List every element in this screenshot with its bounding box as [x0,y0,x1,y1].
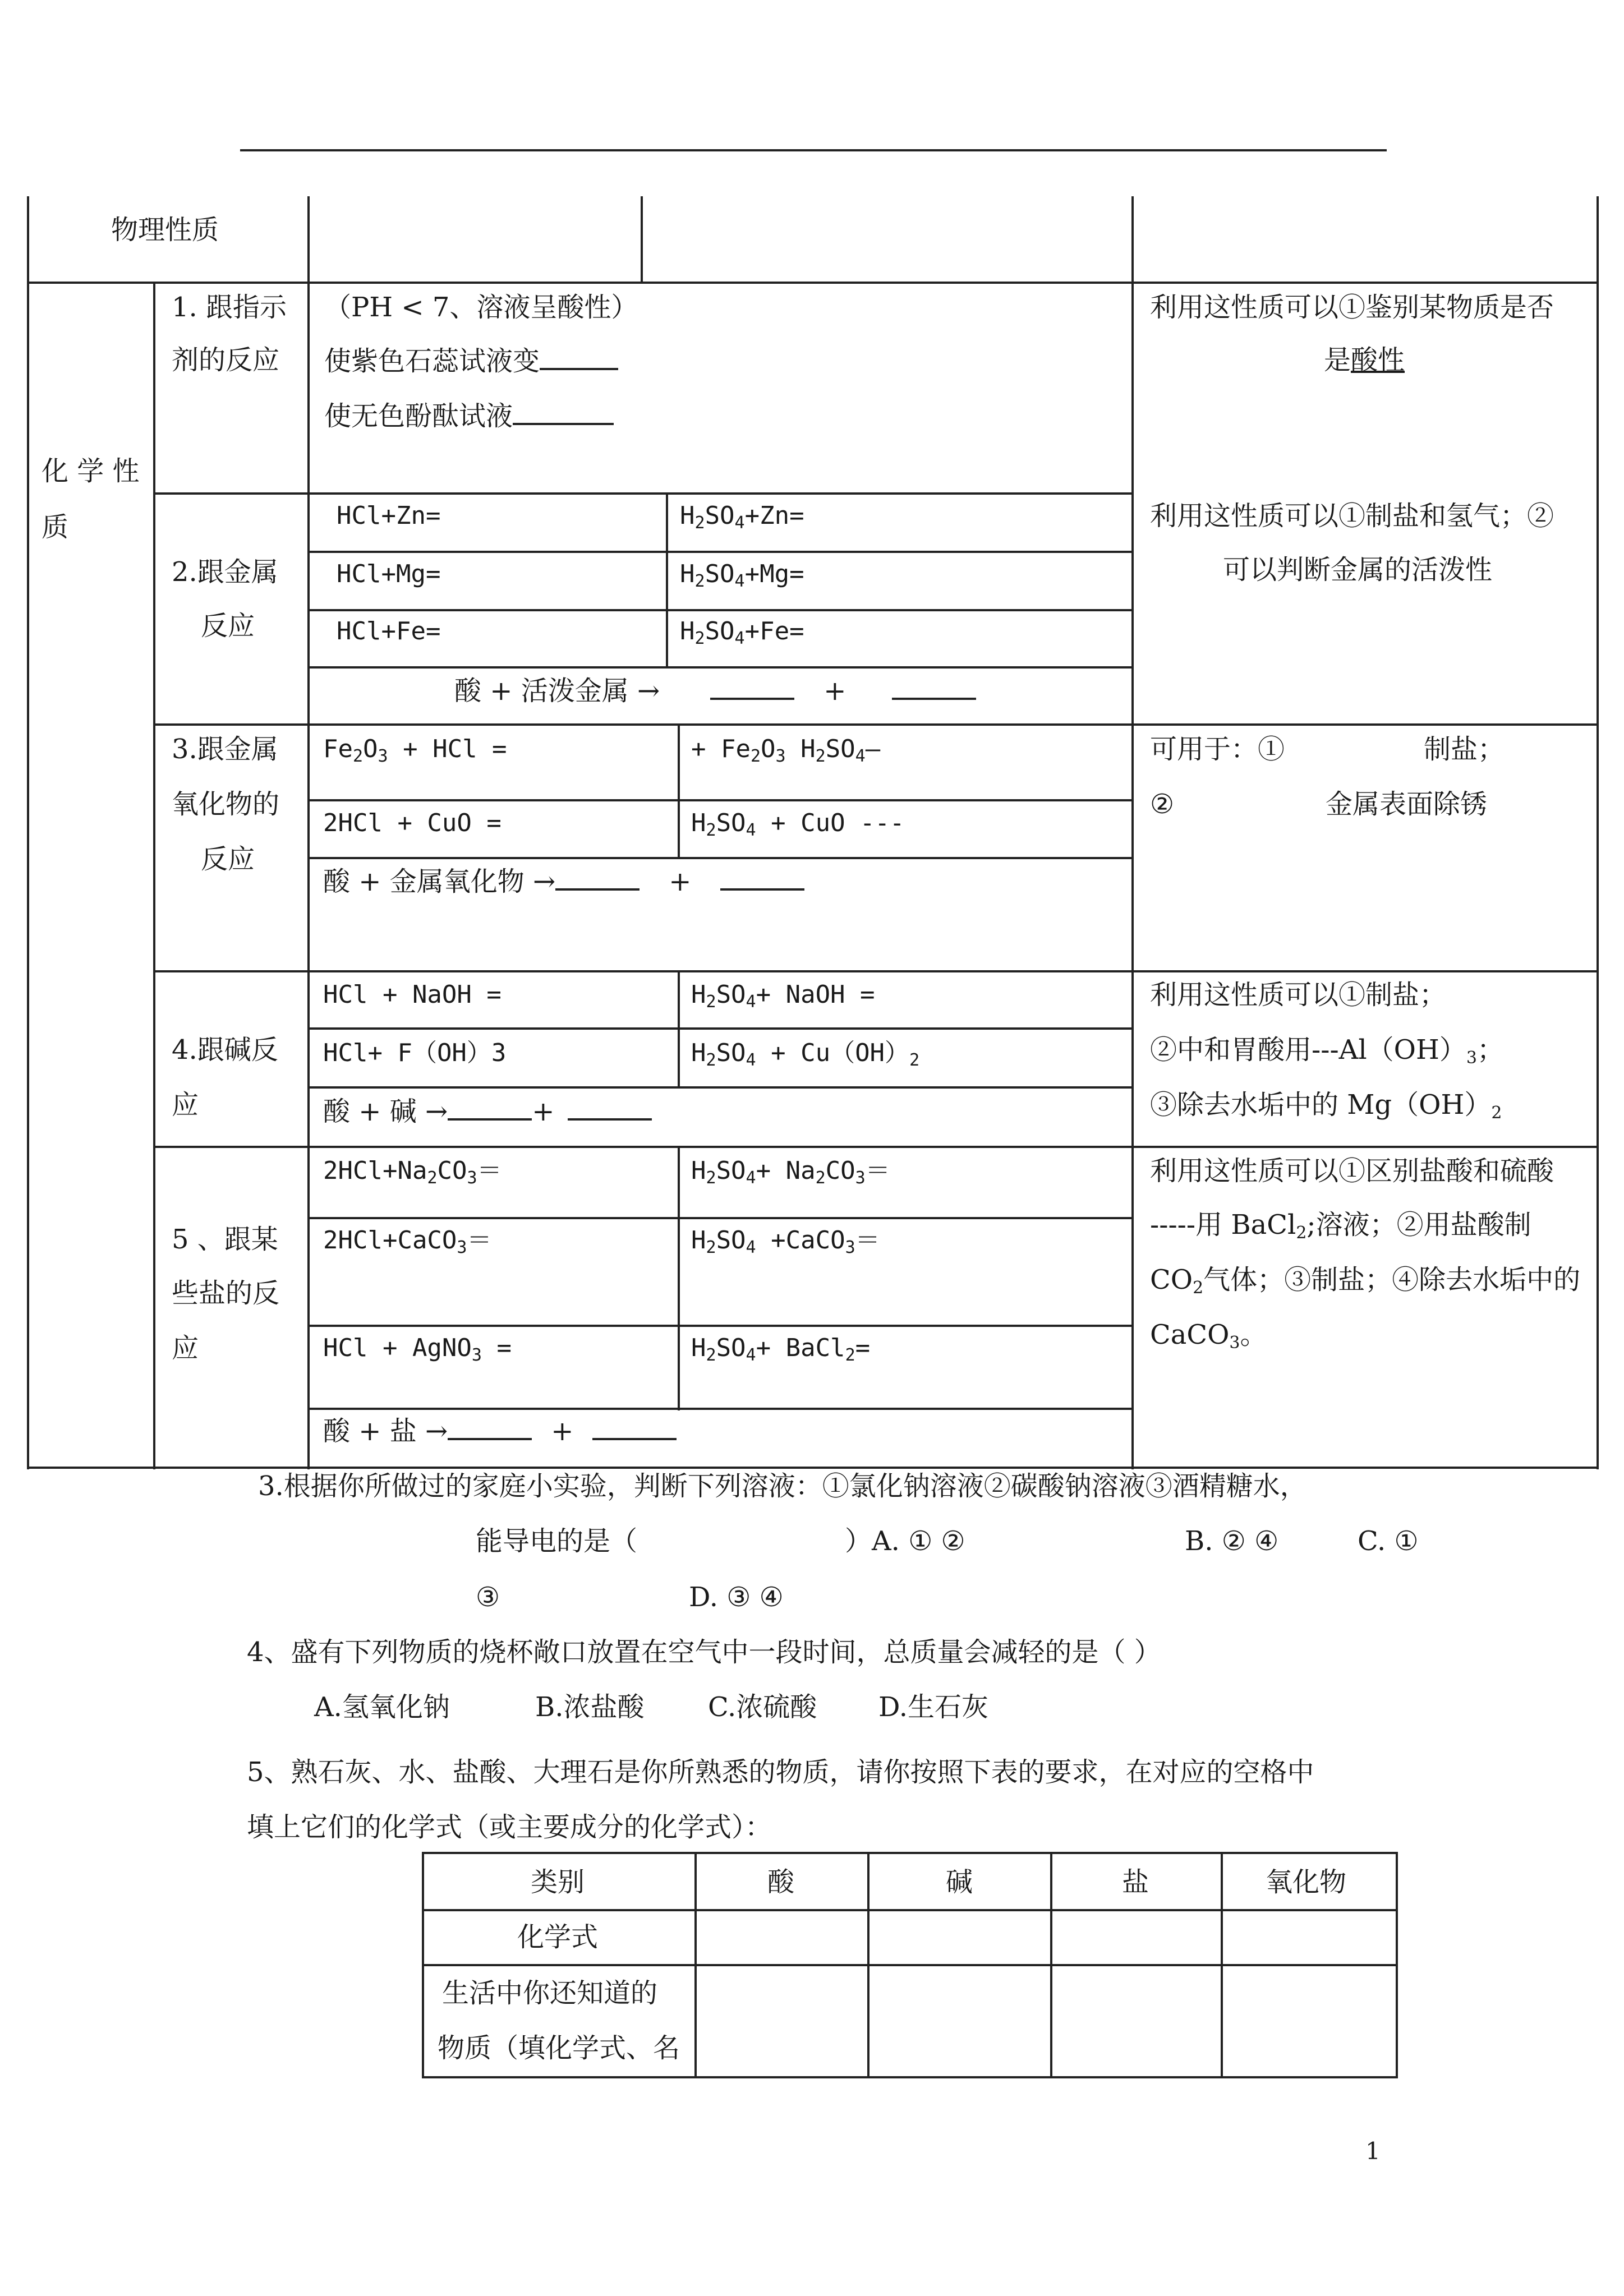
hcl-cuo: 2HCl + CuO = [323,809,502,837]
h2so4-mg: $H_2SO_4+Mg=$ [680,560,804,591]
hcl-caco3: 2HCl+CaCO$_3$＝ [323,1226,492,1257]
row5-note-4: CaCO$_3$。 [1150,1319,1267,1353]
row4-label: 4.跟碱反 [172,1034,278,1066]
row1-label-2: 剂的反应 [172,344,280,376]
question-3-option-c: C. ① [1358,1525,1419,1557]
row3-label-3: 反应 [201,843,255,875]
question-4-option-a: A.氢氧化钠 [314,1691,450,1723]
question-4-option-b: B.浓盐酸 [535,1691,645,1723]
answer-blank[interactable] [448,1094,532,1121]
row1-line1: （PH < 7、溶液呈酸性） [324,292,638,323]
hcl-naoh: HCl + NaOH = [323,980,502,1009]
question-3-line3: ③ [476,1582,500,1613]
h2so4-zn: $H_2SO_4+Zn=$ [680,501,804,533]
chemical-properties-label: 化 学 性 [42,455,140,487]
answer-blank[interactable] [592,1413,677,1440]
row2-label: 2.跟金属 [172,556,278,588]
h2so4-fe: $H_2SO_4+Fe=$ [680,617,804,648]
row4-note-2: ②中和胃酸用$---Al(OH)_3$； [1150,1034,1504,1068]
row3-label-2: 氧化物的 [172,789,280,820]
h2so4-cuo: $H_2SO_4$ + CuO --- [691,809,905,840]
h2so4-na2co3: $H_2SO_4+ Na_2CO_3=$ [691,1156,890,1188]
hcl-foh3: HCl+ F（OH）3 [323,1039,507,1067]
row4-note-3: ③除去水垢中的 $Mg(OH)_2$ [1150,1089,1502,1123]
h2so4-naoh: $H_2SO_4+$ NaOH = [691,980,875,1012]
row1-note: 利用这性质可以①鉴别某物质是否 [1150,292,1554,323]
row1-line2: 使紫色石蕊试液变 [324,343,618,378]
row2-general: 酸 + 活泼金属 → + [454,673,976,708]
answer-blank[interactable] [892,673,976,700]
question-5-line2: 填上它们的化学式（或主要成分的化学式）： [247,1811,772,1843]
answer-blank[interactable] [555,864,640,891]
question-3: 3.根据你所做过的家庭小实验，判断下列溶液：①氯化钠溶液②碳酸钠溶液③酒精糖水， [258,1470,1307,1502]
header-acid: 酸 [767,1866,795,1898]
hcl-na2co3: $2HCl+Na_2CO_3=$ [323,1156,502,1188]
row5-label: 5 、跟某 [172,1224,278,1255]
row3-note-2: ② 金属表面除锈 [1150,789,1488,820]
row4-general: 酸 + 碱 → + [323,1094,652,1128]
row5-note-2: -----用 BaCl$_2$;溶液；②用盐酸制 [1150,1209,1531,1243]
row1-label: 1. 跟指示 [172,292,287,323]
row3-label: 3.跟金属 [172,734,278,765]
hcl-mg: HCl+Mg= [337,560,441,588]
answer-blank[interactable] [448,1413,532,1440]
row2-label-2: 反应 [201,610,255,642]
answer-blank[interactable] [513,398,614,425]
row5-note: 利用这性质可以①区别盐酸和硫酸 [1150,1155,1554,1187]
header-category: 类别 [531,1866,585,1898]
row4-label-2: 应 [172,1089,199,1121]
fe2o3-hcl: $Fe_2O_3$ + HCl = [323,735,507,766]
answer-blank[interactable] [710,673,794,700]
header-oxide: 氧化物 [1266,1866,1347,1898]
row2-note: 利用这性质可以①制盐和氢气；② [1150,500,1554,532]
row-daily-label-2: 物质（填化学式、名 [438,2032,680,2064]
header-rule [240,149,1387,151]
row5-label-2: 些盐的反 [172,1278,280,1309]
page-number: 1 [1365,2137,1381,2165]
question-4: 4、盛有下列物质的烧杯敞口放置在空气中一段时间，总质量会减轻的是（ ） [247,1636,1161,1668]
question-4-option-c: C.浓硫酸 [708,1691,817,1723]
row1-line3: 使无色酚酞试液 [324,398,614,433]
fe2o3-h2so4: + $Fe_2O_3$ $H_2SO_4—$ [691,735,881,766]
h2so4-caco3: $H_2SO_4$ +CaCO$_3$＝ [691,1226,880,1257]
answer-blank[interactable] [540,343,618,370]
hcl-zn: HCl+Zn= [337,501,441,530]
row5-note-3: $CO_2$气体；③制盐；④除去水垢中的 [1150,1264,1581,1298]
physical-properties-label: 物理性质 [111,214,219,246]
row3-note: 可用于：① 制盐； [1150,734,1505,765]
row3-general: 酸 + 金属氧化物 → + [323,864,804,898]
question-3-option-d: D. ③ ④ [689,1582,784,1613]
question-3-option-b: B. ② ④ [1185,1525,1279,1557]
row-daily-label: 生活中你还知道的 [442,1977,658,2009]
row1-note-2: 是酸性 [1324,344,1405,376]
question-3-line2: 能导电的是（ ）A. ① ② [476,1525,965,1557]
question-5: 5、熟石灰、水、盐酸、大理石是你所熟悉的物质，请你按照下表的要求，在对应的空格中 [247,1756,1314,1788]
row-formula-label: 化学式 [517,1921,599,1953]
answer-blank[interactable] [720,864,804,891]
hcl-fe: HCl+Fe= [337,617,441,646]
header-base: 碱 [946,1866,973,1898]
hcl-agno3: HCl + AgNO$_3$ = [323,1334,512,1365]
answer-blank[interactable] [568,1094,652,1121]
chemical-properties-label-2: 质 [42,511,69,543]
row2-note-2: 可以判断金属的活泼性 [1223,554,1493,585]
header-salt: 盐 [1122,1866,1149,1898]
question-4-option-d: D.生石灰 [878,1691,989,1723]
row4-note: 利用这性质可以①制盐； [1150,979,1447,1011]
row5-general: 酸 + 盐 → + [323,1413,677,1448]
h2so4-bacl2: $H_2SO_4+$ BaCl$_2$= [691,1334,871,1365]
h2so4-cuoh2: $H_2SO_4 + Cu(OH)_2$ [691,1039,920,1070]
row5-label-3: 应 [172,1333,199,1364]
